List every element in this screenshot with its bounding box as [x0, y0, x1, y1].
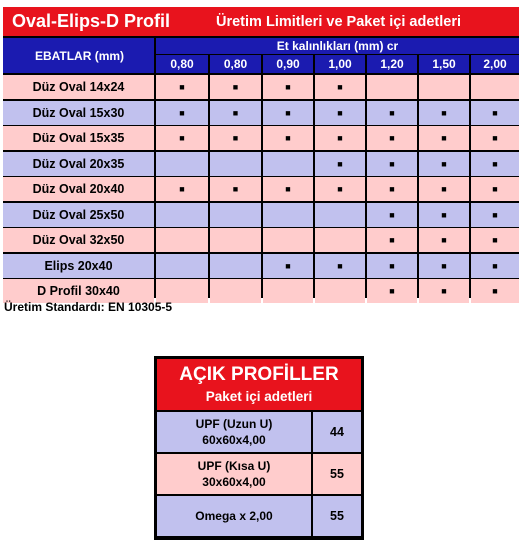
table-title: Oval-Elips-D Profil [12, 11, 171, 31]
row-label: Düz Oval 20x35 [3, 152, 154, 176]
available-mark: ■ [367, 177, 417, 201]
available-mark: ■ [156, 177, 208, 201]
available-mark: ■ [367, 203, 417, 227]
empty-cell [210, 203, 261, 227]
available-mark: ■ [315, 177, 365, 201]
available-mark: ■ [471, 228, 519, 252]
thickness-col-2: 0,80 [210, 55, 261, 73]
available-mark: ■ [315, 101, 365, 125]
empty-cell [263, 228, 313, 252]
open-profile-qty: 44 [313, 412, 361, 452]
available-mark: ■ [471, 203, 519, 227]
available-mark: ■ [210, 126, 261, 150]
empty-cell [263, 203, 313, 227]
row-label: Düz Oval 20x40 [3, 177, 154, 201]
available-mark: ■ [419, 254, 469, 278]
available-mark: ■ [367, 254, 417, 278]
empty-cell [419, 75, 469, 99]
available-mark: ■ [419, 152, 469, 176]
available-mark: ■ [315, 254, 365, 278]
available-mark: ■ [156, 101, 208, 125]
open-profile-qty: 55 [313, 454, 361, 494]
open-profile-size: 60x60x4,00 [202, 433, 266, 447]
empty-cell [263, 279, 313, 303]
available-mark: ■ [315, 126, 365, 150]
empty-cell [210, 228, 261, 252]
empty-cell [315, 279, 365, 303]
available-mark: ■ [419, 101, 469, 125]
empty-cell [315, 228, 365, 252]
row-label: Düz Oval 14x24 [3, 75, 154, 99]
available-mark: ■ [471, 126, 519, 150]
open-profile-name [157, 496, 311, 536]
empty-cell [210, 279, 261, 303]
open-profiles-table [154, 356, 364, 540]
open-profiles-header [157, 359, 361, 410]
available-mark: ■ [419, 126, 469, 150]
available-mark: ■ [471, 152, 519, 176]
row-label: Düz Oval 15x35 [3, 126, 154, 150]
production-standard-note: Üretim Standardı: EN 10305-5 [4, 300, 173, 314]
available-mark: ■ [367, 152, 417, 176]
empty-cell [210, 152, 261, 176]
empty-cell [315, 203, 365, 227]
open-profiles-subtitle: Paket içi adetleri [205, 389, 313, 404]
available-mark: ■ [156, 75, 208, 99]
open-profile-name [157, 412, 311, 452]
row-label: D Profil 30x40 [3, 279, 154, 303]
available-mark: ■ [210, 75, 261, 99]
open-profile-qty: 55 [313, 496, 361, 536]
available-mark: ■ [367, 279, 417, 303]
row-label: Elips 20x40 [3, 254, 154, 278]
open-profile-type: Omega x 2,00 [195, 509, 273, 523]
available-mark: ■ [419, 228, 469, 252]
available-mark: ■ [156, 126, 208, 150]
thickness-col-4: 1,00 [315, 55, 365, 73]
thickness-col-7: 2,00 [471, 55, 519, 73]
available-mark: ■ [263, 101, 313, 125]
empty-cell [156, 203, 208, 227]
available-mark: ■ [419, 177, 469, 201]
available-mark: ■ [210, 177, 261, 201]
table-subtitle: Üretim Limitleri ve Paket içi adetleri [216, 14, 461, 30]
thickness-col-6: 1,50 [419, 55, 469, 73]
row-label: Düz Oval 15x30 [3, 101, 154, 125]
available-mark: ■ [471, 177, 519, 201]
available-mark: ■ [367, 126, 417, 150]
available-mark: ■ [471, 254, 519, 278]
open-profile-name [157, 454, 311, 494]
sizes-header: EBATLAR (mm) [3, 38, 154, 73]
available-mark: ■ [419, 279, 469, 303]
open-profiles-title: AÇIK PROFİLLER [179, 364, 339, 385]
empty-cell [156, 254, 208, 278]
available-mark: ■ [315, 75, 365, 99]
empty-cell [210, 254, 261, 278]
thickness-col-3: 0,90 [263, 55, 313, 73]
oval-profile-table [3, 7, 519, 298]
available-mark: ■ [419, 203, 469, 227]
empty-cell [367, 75, 417, 99]
row-label: Düz Oval 32x50 [3, 228, 154, 252]
open-profile-type: UPF (Kısa U) [197, 459, 271, 473]
available-mark: ■ [263, 254, 313, 278]
empty-cell [156, 152, 208, 176]
row-label: Düz Oval 25x50 [3, 203, 154, 227]
table-title-bar [3, 7, 519, 36]
open-profile-size: 30x60x4,00 [202, 475, 266, 489]
available-mark: ■ [367, 101, 417, 125]
available-mark: ■ [367, 228, 417, 252]
available-mark: ■ [263, 177, 313, 201]
available-mark: ■ [210, 101, 261, 125]
empty-cell [471, 75, 519, 99]
thickness-col-5: 1,20 [367, 55, 417, 73]
available-mark: ■ [315, 152, 365, 176]
empty-cell [156, 228, 208, 252]
thickness-header: Et kalınlıkları (mm) cr [156, 38, 519, 54]
open-profile-type: UPF (Uzun U) [195, 417, 273, 431]
available-mark: ■ [471, 101, 519, 125]
thickness-col-1: 0,80 [156, 55, 208, 73]
available-mark: ■ [471, 279, 519, 303]
available-mark: ■ [263, 75, 313, 99]
empty-cell [263, 152, 313, 176]
available-mark: ■ [263, 126, 313, 150]
